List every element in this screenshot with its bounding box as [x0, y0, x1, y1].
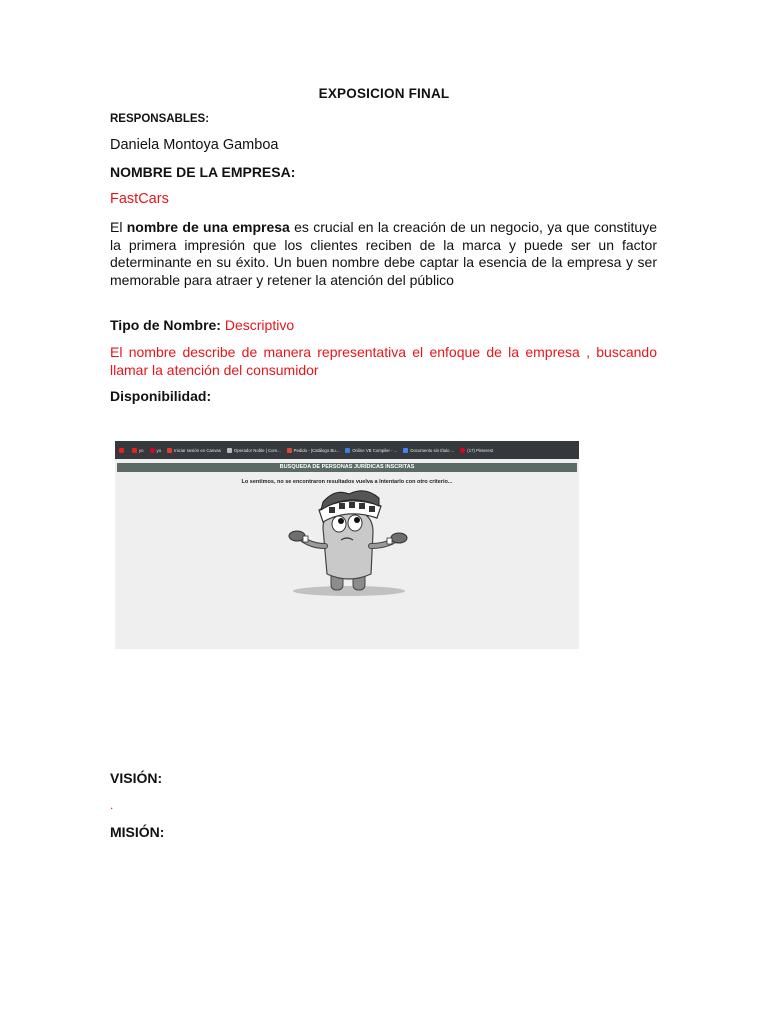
intro-paragraph	[110, 219, 657, 289]
canvas-icon	[167, 448, 172, 453]
responsable-name: Daniela Montoya Gamboa	[110, 137, 279, 153]
link-icon	[227, 448, 232, 453]
search-banner: BUSQUEDA DE PERSONAS JURÍDICAS INSCRITAS	[117, 463, 577, 472]
tipo-label: Tipo de Nombre:	[110, 317, 221, 333]
youtube-icon	[119, 448, 124, 453]
vision-value: .	[110, 798, 114, 812]
tipo-description: El nombre describe de manera representativa el enfoque de la empresa , buscando llamar la atención del consumidor	[110, 344, 657, 378]
bookmark-item	[119, 448, 126, 453]
disponibilidad-heading: Disponibilidad:	[110, 388, 212, 404]
vision-heading: VISIÓN:	[110, 770, 163, 786]
bookmark-item: yo	[150, 448, 162, 453]
bookmark-item: (17) Pinterest	[460, 448, 493, 453]
document-title: EXPOSICION FINAL	[318, 86, 450, 101]
intro-prefix: El	[110, 219, 127, 235]
intro-rest: es crucial en la creación de un negocio, ya que constituye la primera impresión que los clientes reciben de la marca y puede ser un factor determinante en su éxito. Un buen nombre debe captar la esencia de la empresa y ser memorable para atraer y retener la atención del público	[110, 219, 657, 288]
docs-icon	[403, 448, 408, 453]
intro-bold: nombre de una empresa	[126, 219, 290, 235]
responsables-label: RESPONSABLES:	[110, 113, 210, 125]
empresa-name: FastCars	[110, 191, 169, 207]
pinterest-icon	[460, 448, 465, 453]
bookmark-item: Documento sin título ...	[403, 448, 454, 453]
bookmark-item: Online VB Compiler - ...	[345, 448, 397, 453]
store-icon	[287, 448, 292, 453]
tipo-row	[110, 317, 294, 333]
empresa-heading: NOMBRE DE LA EMPRESA:	[110, 164, 296, 180]
availability-screenshot	[115, 441, 579, 649]
mision-heading: MISIÓN:	[110, 824, 165, 840]
no-results-message: Lo sentimos, no se encontraron resultados vuelva a Intentarlo con otro criterio...	[241, 479, 453, 485]
bookmark-item: Operador Noble | Com...	[227, 448, 281, 453]
bookmark-item: Iniciar sesión en Canvas	[167, 448, 221, 453]
compiler-icon	[345, 448, 350, 453]
bookmark-item: Pedido - |Catálogo Bu...	[287, 448, 340, 453]
tipo-value: Descriptivo	[224, 317, 295, 333]
confused-mascot-illustration	[283, 488, 413, 600]
youtube-icon	[132, 448, 137, 453]
browser-bookmarks-bar	[115, 441, 579, 459]
bookmark-item: yo	[132, 448, 144, 453]
pinterest-icon	[150, 448, 155, 453]
